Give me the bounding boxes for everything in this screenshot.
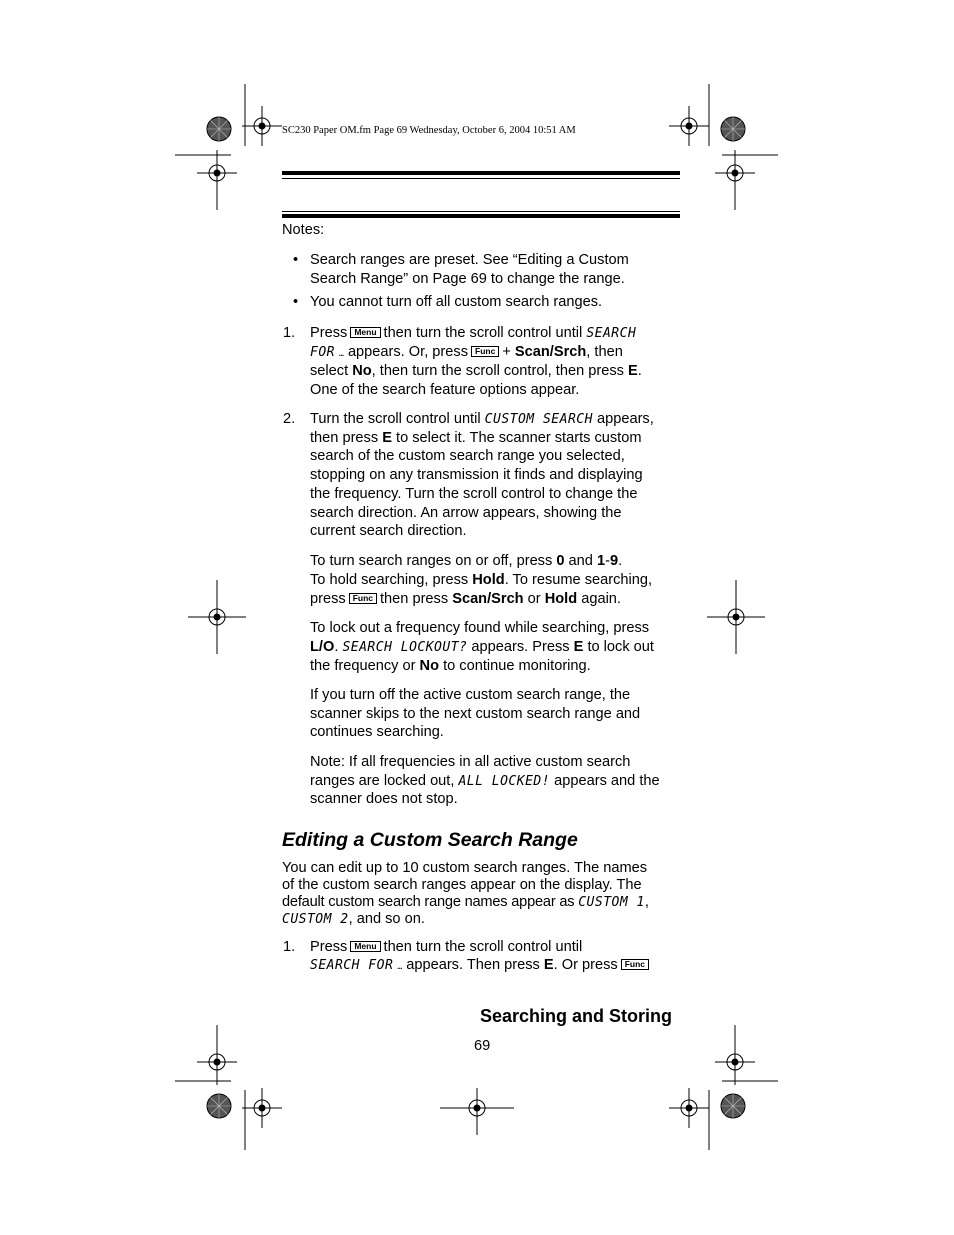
lcd-custom-2: CUSTOM 2 bbox=[282, 912, 349, 927]
note-line-1: Note: If all frequencies in all active custom search bbox=[310, 754, 631, 770]
onoff-line-1: To turn search ranges on or off, press 0 and 1-9. bbox=[310, 553, 623, 569]
func-key-icon: Func bbox=[621, 959, 649, 970]
page-number: 69 bbox=[474, 1038, 491, 1054]
step-2-line-7: current search direction. bbox=[310, 523, 467, 539]
second-rule-thick bbox=[282, 214, 680, 218]
intro-line-3: default custom search range names appear as CUSTOM 1, bbox=[282, 894, 649, 910]
bullet-dot: • bbox=[293, 294, 299, 310]
step-2-line-4: stopping on any transmission it finds and displaying bbox=[310, 467, 643, 483]
step-2-line-1: Turn the scroll control until CUSTOM SEARCH appears, bbox=[310, 411, 654, 427]
edit-step-1-line-1: Press Menu then turn the scroll control until bbox=[310, 939, 583, 955]
lockout-line-1: To lock out a frequency found while searching, press bbox=[310, 620, 650, 636]
step-1-line-3: select No, then turn the scroll control, then press E. bbox=[310, 363, 642, 379]
step-1-line-4: One of the search feature options appear. bbox=[310, 382, 580, 398]
step-2-line-2: then press E to select it. The scanner starts custom bbox=[310, 430, 642, 446]
second-rule-thin bbox=[282, 211, 680, 212]
step-2-line-6: search direction. An arrow appears, showing the bbox=[310, 505, 622, 521]
step-2-line-5: the frequency. Turn the scroll control to change the bbox=[310, 486, 638, 502]
lcd-custom-1: CUSTOM 1 bbox=[578, 895, 645, 910]
onoff-line-2: To hold searching, press Hold. To resume searching, bbox=[310, 572, 653, 588]
menu-key-icon: Menu bbox=[350, 327, 380, 338]
func-key-icon: Func bbox=[349, 593, 377, 604]
step-1-line-1: Press Menu then turn the scroll control until SEARCH bbox=[310, 325, 637, 341]
func-key-icon: Func bbox=[471, 346, 499, 357]
note-line-3: scanner does not stop. bbox=[310, 791, 458, 807]
intro-line-4: CUSTOM 2, and so on. bbox=[282, 911, 425, 927]
notes-label: Notes: bbox=[282, 222, 325, 238]
intro-line-1: You can edit up to 10 custom search ranges. The names bbox=[282, 860, 648, 876]
step-number: 1. bbox=[283, 325, 296, 341]
skip-line-1: If you turn off the active custom search range, the bbox=[310, 687, 631, 703]
bullet-dot: • bbox=[293, 252, 299, 268]
section-heading: Editing a Custom Search Range bbox=[282, 829, 578, 851]
note-line-2: ranges are locked out, ALL LOCKED! appears and the bbox=[310, 773, 660, 789]
lockout-line-2: L/O. SEARCH LOCKOUT? appears. Press E to lock out bbox=[310, 639, 654, 655]
step-1-line-2: FOR … appears. Or, press Func + Scan/Srch, then bbox=[310, 344, 623, 360]
note-1-line-2: Search Range” on Page 69 to change the range. bbox=[310, 271, 625, 287]
top-rule-thin bbox=[282, 178, 680, 179]
step-2-line-3: search of the custom search range you selected, bbox=[310, 448, 625, 464]
onoff-line-3: press Func then press Scan/Srch or Hold again. bbox=[310, 591, 621, 607]
lcd-all-locked: ALL LOCKED! bbox=[458, 774, 551, 789]
edit-step-1-line-2: SEARCH FOR … appears. Then press E. Or press Func bbox=[310, 956, 652, 976]
step-number: 1. bbox=[283, 939, 296, 955]
note-1-line-1: Search ranges are preset. See “Editing a Custom bbox=[310, 252, 629, 268]
lcd-custom-search: CUSTOM SEARCH bbox=[484, 412, 593, 427]
lockout-line-3: the frequency or No to continue monitoring. bbox=[310, 658, 591, 674]
step-number: 2. bbox=[283, 411, 296, 427]
top-rule-thick bbox=[282, 171, 680, 175]
lcd-search-lockout: SEARCH LOCKOUT? bbox=[342, 640, 468, 655]
note-2: You cannot turn off all custom search ranges. bbox=[310, 294, 603, 310]
section-footer: Searching and Storing bbox=[480, 1006, 673, 1026]
intro-line-2: of the custom search ranges appear on the display. The bbox=[282, 877, 642, 893]
menu-key-icon: Menu bbox=[350, 941, 380, 952]
skip-line-2: scanner skips to the next custom search range and bbox=[310, 706, 641, 722]
lcd-search-for: SEARCH FOR bbox=[310, 958, 394, 973]
skip-line-3: continues searching. bbox=[310, 724, 444, 740]
file-info-header: SC230 Paper OM.fm Page 69 Wednesday, October 6, 2004 10:51 AM bbox=[282, 125, 576, 136]
lcd-search-for: SEARCH bbox=[586, 326, 637, 341]
